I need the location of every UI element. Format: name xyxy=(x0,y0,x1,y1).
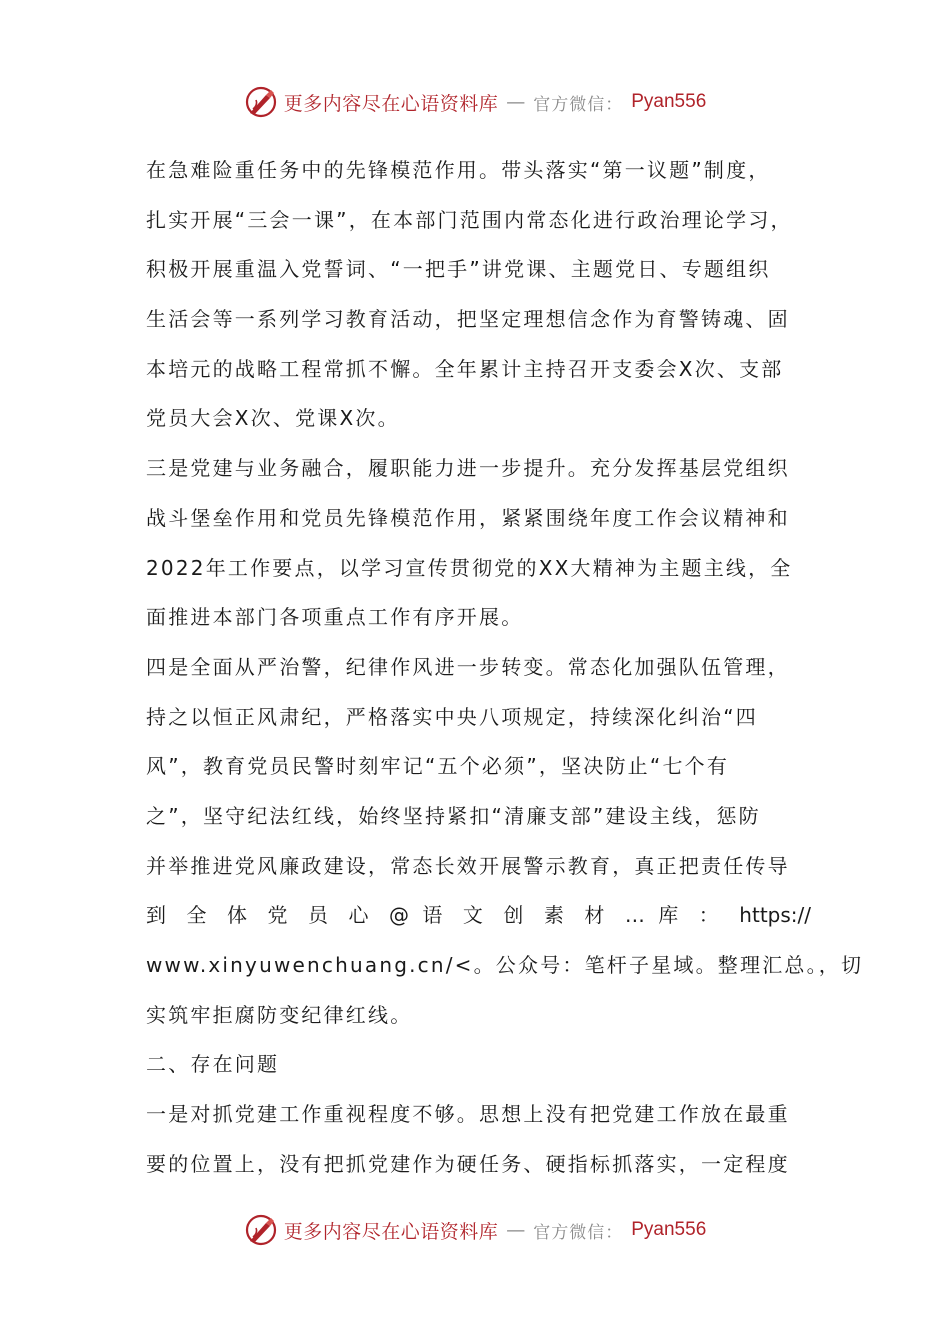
text-line: 一是对抓党建工作重视程度不够。思想上没有把党建工作放在最重 xyxy=(146,1102,790,1127)
banner-dash: — xyxy=(506,91,526,113)
text-line: 战斗堡垒作用和党员先锋模范作用，紧紧围绕年度工作会议精神和 xyxy=(146,505,790,530)
text-line: 并举推进党风廉政建设，常态长效开展警示教育，真正把责任传导 xyxy=(146,853,790,878)
page-footer-banner xyxy=(0,1210,950,1250)
page-header-banner xyxy=(0,82,950,122)
banner-wechat-label: 官方微信： xyxy=(533,94,624,115)
banner-title: 更多内容尽在心语资料库 xyxy=(283,92,499,115)
banner-title: 更多内容尽在心语资料库 xyxy=(283,1220,499,1243)
banner xyxy=(244,85,707,119)
text-line: 2022年工作要点，以学习宣传贯彻党的XX大精神为主题主线，全 xyxy=(146,555,793,580)
text-line: www.xinyuwenchuang.cn/<。公众号：笔杆子星域。整理汇总。，切 xyxy=(146,953,864,977)
text-line: 党员大会X次、党课X次。 xyxy=(146,406,400,431)
banner-dash: — xyxy=(506,1219,526,1241)
text-line: 在急难险重任务中的先锋模范作用。带头落实“第一议题”制度， xyxy=(146,158,771,182)
text-line: 面推进本部门各项重点工作有序开展。 xyxy=(146,605,524,630)
text-line: 风”，教育党员民警时刻牢记“五个必须”，坚决防止“七个有 xyxy=(146,754,730,779)
text-line: 本培元的战略工程常抓不懈。全年累计主持召开支委会X次、支部 xyxy=(146,356,784,381)
text-line: 生活会等一系列学习教育活动，把坚定理想信念作为育警铸魂、固 xyxy=(146,307,790,332)
text-line: 实筑牢拒腐防变纪律红线。 xyxy=(146,1002,413,1027)
text-line: 积极开展重温入党誓词、“一把手”讲党课、主题党日、专题组织 xyxy=(146,257,771,282)
pen-logo-icon xyxy=(244,1213,278,1247)
text-line: 要的位置上，没有把抓党建作为硬任务、硬指标抓落实，一定程度 xyxy=(146,1151,790,1176)
banner-wechat-id: Pyan556 xyxy=(631,1219,707,1240)
document-body xyxy=(146,146,864,1189)
banner-wechat-id: Pyan556 xyxy=(631,91,707,112)
banner xyxy=(244,1213,707,1247)
text-line: 到 全 体 党 员 心 @ 语 文 创 素 材 … 库 ： https:// xyxy=(146,903,811,928)
text-line: 四是全面从严治警，纪律作风进一步转变。常态化加强队伍管理， xyxy=(146,654,790,679)
pen-logo-icon xyxy=(244,85,278,119)
text-line: 三是党建与业务融合，履职能力进一步提升。充分发挥基层党组织 xyxy=(146,456,790,481)
section-heading: 二、存在问题 xyxy=(146,1052,280,1077)
text-line: 之”，坚守纪法红线，始终坚持紧扣“清廉支部”建设主线，惩防 xyxy=(146,803,761,828)
text-line: 扎实开展“三会一课”，在本部门范围内常态化进行政治理论学习， xyxy=(146,207,793,232)
banner-wechat-label: 官方微信： xyxy=(533,1222,624,1243)
text-line: 持之以恒正风肃纪，严格落实中央八项规定，持续深化纠治“四 xyxy=(146,704,758,729)
